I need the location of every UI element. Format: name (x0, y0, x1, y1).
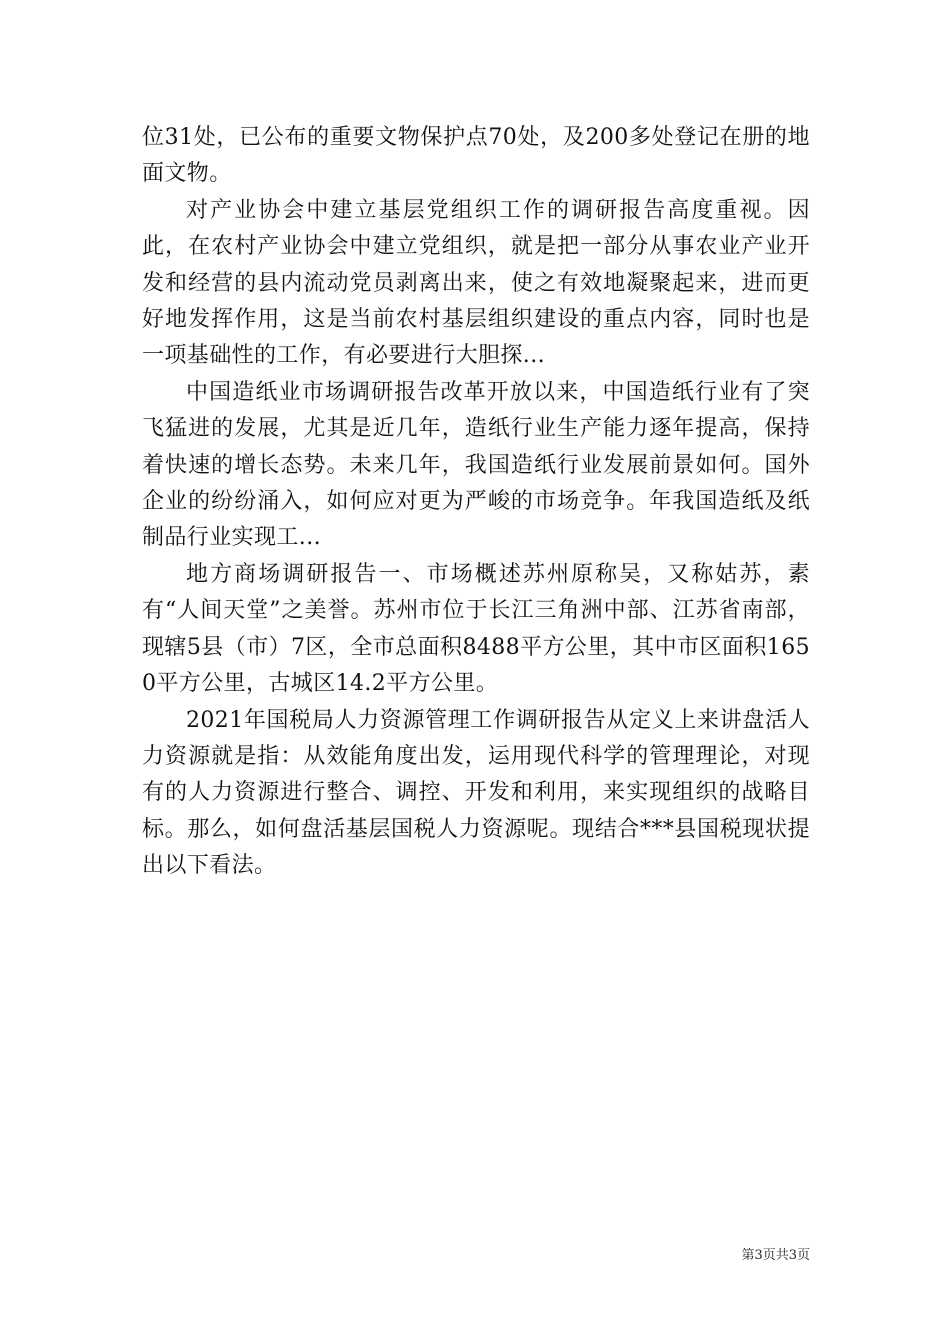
paragraph-5: 2021年国税局人力资源管理工作调研报告从定义上来讲盘活人力资源就是指：从效能角度出发，运用现代科学的管理理论，对现有的人力资源进行整合、调控、开发和利用，来实现组织的战略目标。那么，如何盘活基层国税人力资源呢。现结合***县国税现状提出以下看法。 (142, 707, 810, 879)
paragraph-3: 中国造纸业市场调研报告改革开放以来，中国造纸行业有了突飞猛进的发展，尤其是近几年，造纸行业生产能力逐年提高，保持着快速的增长态势。未来几年，我国造纸行业发展前景如何。国外企业的纷纷涌入，如何应对更为严峻的市场竞争。年我国造纸及纸制品行业实现工... (142, 379, 810, 551)
paragraph-1: 位31处，已公布的重要文物保护点70处，及200多处登记在册的地面文物。 (142, 125, 810, 187)
paragraph-2: 对产业协会中建立基层党组织工作的调研报告高度重视。因此，在农村产业协会中建立党组织，就是把一部分从事农业产业开发和经营的县内流动党员剥离出来，使之有效地凝聚起来，进而更好地发挥作用，这是当前农村基层组织建设的重点内容，同时也是一项基础性的工作，有必要进行大胆探... (142, 197, 810, 369)
page-number-footer: 第3页共3页 (741, 1248, 810, 1263)
paragraph-4: 地方商场调研报告一、市场概述苏州原称吴，又称姑苏，素有“人间天堂”之美誉。苏州市位于长江三角洲中部、江苏省南部，现辖5县（市）7区，全市总面积8488平方公里，其中市区面积1650平方公里，古城区14.2平方公里。 (142, 561, 810, 697)
document-body (142, 120, 810, 885)
